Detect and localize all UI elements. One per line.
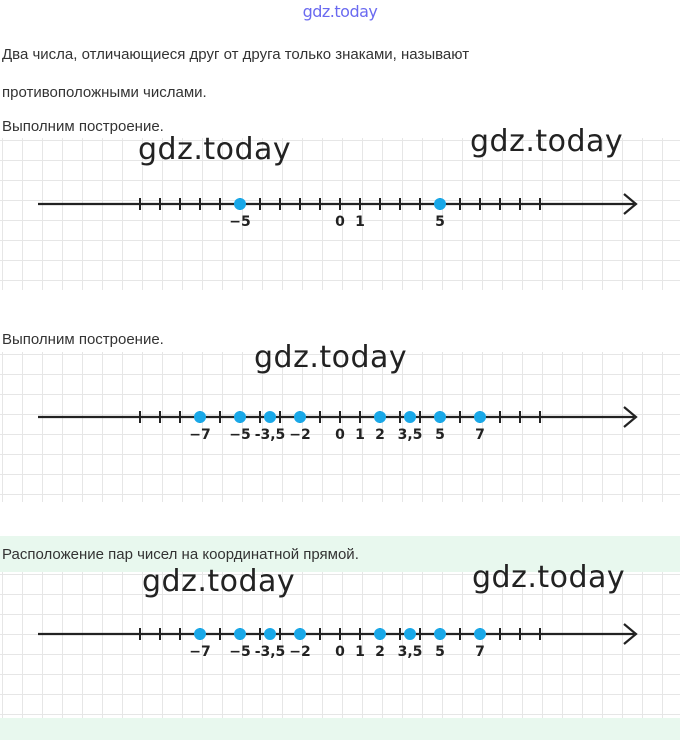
tick-label: −2: [289, 644, 311, 660]
number-line-2: [0, 383, 680, 453]
intro-line-1: Два числа, отличающиеся друг от друга только знаками, называют: [2, 46, 470, 63]
point-marker: [294, 411, 306, 423]
tick-label: 3,5: [397, 644, 423, 660]
point-marker: [234, 198, 246, 210]
tick-label: −7: [189, 644, 211, 660]
tick-label: 2: [375, 427, 385, 443]
point-marker: [194, 411, 206, 423]
section-3-heading: Расположение пар чисел на координатной прямой.: [2, 546, 359, 563]
tick-label: 1: [355, 644, 365, 660]
tick-label: 0: [335, 427, 345, 443]
tick-label: -3,5: [254, 427, 286, 443]
number-line-3: [0, 600, 680, 670]
intro-line-2: противоположными числами.: [2, 84, 207, 101]
section-1-heading: Выполним построение.: [2, 118, 164, 135]
tick-label: 0: [335, 644, 345, 660]
point-marker: [194, 628, 206, 640]
point-marker: [434, 411, 446, 423]
tick-label: -3,5: [254, 644, 286, 660]
highlight-band-bottom: [0, 718, 680, 740]
number-line-1: [0, 170, 680, 240]
tick-label: −5: [229, 644, 251, 660]
tick-label: 5: [435, 644, 445, 660]
watermark-1: gdz.today: [138, 132, 292, 167]
point-marker: [294, 628, 306, 640]
point-marker: [234, 628, 246, 640]
watermark-2: gdz.today: [470, 124, 624, 159]
tick-label: −7: [189, 427, 211, 443]
tick-label: 2: [375, 644, 385, 660]
point-marker: [264, 628, 276, 640]
watermark-3: gdz.today: [254, 340, 408, 375]
point-marker: [434, 628, 446, 640]
tick-label: 1: [355, 427, 365, 443]
point-marker: [374, 411, 386, 423]
point-marker: [434, 198, 446, 210]
point-marker: [264, 411, 276, 423]
point-marker: [474, 411, 486, 423]
tick-label: −2: [289, 427, 311, 443]
point-marker: [404, 628, 416, 640]
tick-label: −5: [229, 427, 251, 443]
site-label: gdz.today: [302, 2, 378, 21]
point-marker: [374, 628, 386, 640]
tick-label: 7: [475, 644, 485, 660]
point-marker: [474, 628, 486, 640]
watermark-4: gdz.today: [142, 564, 296, 599]
tick-label: 7: [475, 427, 485, 443]
tick-label: −5: [229, 214, 251, 230]
tick-label: 5: [435, 427, 445, 443]
point-marker: [234, 411, 246, 423]
watermark-5: gdz.today: [472, 560, 626, 595]
tick-label: 5: [435, 214, 445, 230]
tick-label: 1: [355, 214, 365, 230]
tick-label: 0: [335, 214, 345, 230]
tick-label: 3,5: [397, 427, 423, 443]
section-2-heading: Выполним построение.: [2, 331, 164, 348]
point-marker: [404, 411, 416, 423]
